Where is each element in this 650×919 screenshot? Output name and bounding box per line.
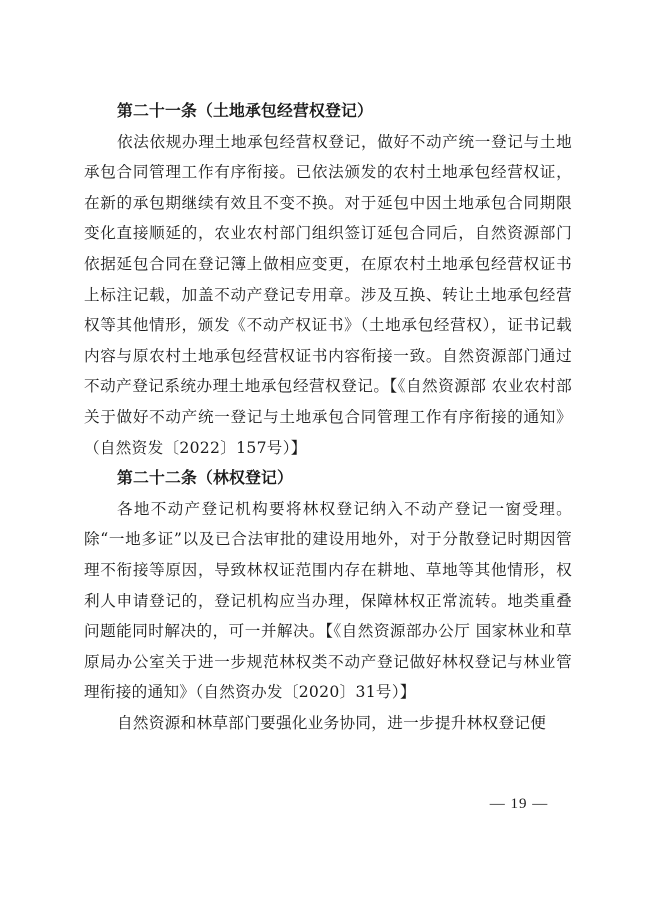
article-21-heading: 第二十一条（土地承包经营权登记） <box>117 101 373 120</box>
article-21-body: 依法依规办理土地承包经营权登记，做好不动产统一登记与土地承包合同管理工作有序衔接。已依法颁发的农村土地承包经营权证，在新的承包期继续有效且不变不换。对于延包中因土地承包合同期限变化直接顺延的，农业农村部门组织签订延包合同后，自然资源部门依据延包合同在登记簿上做相应变更，在原农村土地承包经营权证书上标注记载，加盖不动产登记专用章。涉及互换、转让土地承包经营权等其他情形，颁发《不动产权证书》（土地承包经营权），证书记载内容与原农村土地承包经营权证书内容衔接一致。自然资源部门通过不动产登记系统办理土地承包经营权登记。【《自然资源部 农业农村部关于做好不动产统一登记与土地承包合同管理工作有序衔接的通知》（自然资发〔2022〕157号）】 <box>84 132 572 457</box>
page-number: — 19 — <box>489 796 549 812</box>
continuation-paragraph: 自然资源和林草部门要强化业务协同，进一步提升林权登记便 <box>117 713 547 732</box>
article-22-heading: 第二十二条（林权登记） <box>117 468 293 488</box>
document-body <box>84 96 572 738</box>
article-22-body: 各地不动产登记机构要将林权登记纳入不动产登记一窗受理。除“一地多证”以及已合法审批的建设用地外，对于分散登记时期因管理不衔接等原因，导致林权证范围内存在耕地、草地等其他情形，权利人申请登记的，登记机构应当办理，保障林权正常流转。地类重叠问题能同时解决的，可一并解决。【《自然资源部办公厅 国家林业和草原局办公室关于进一步规范林权类不动产登记做好林权登记与林业管理衔接的通知》（自然资办发〔2020〕31号）】 <box>84 499 572 702</box>
